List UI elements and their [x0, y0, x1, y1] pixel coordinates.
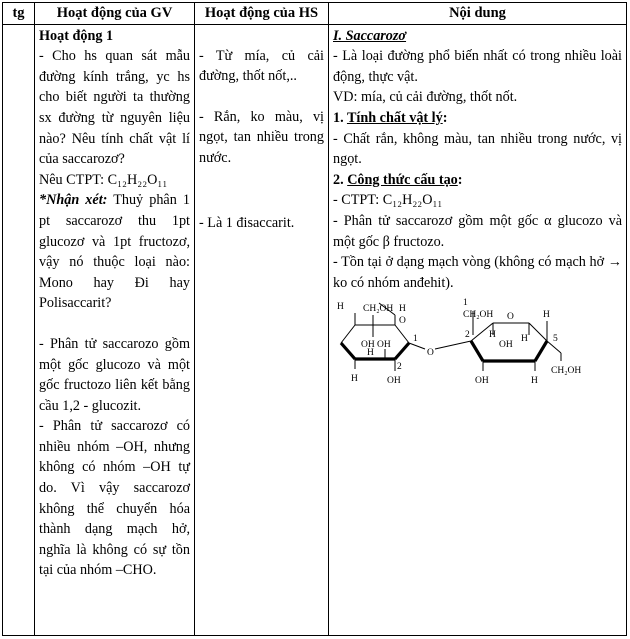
heading-colon: : — [442, 109, 448, 126]
spacer — [199, 169, 324, 191]
student-answer-2: - Rắn, ko màu, vị ngọt, tan nhiều trong nước. — [199, 108, 324, 166]
heading-text: Công thức cấu tạo — [347, 171, 458, 188]
header-row — [3, 3, 627, 25]
fructose-oh-2: OH — [475, 376, 489, 386]
lesson-plan-table — [2, 2, 627, 636]
heading-number: 1. — [333, 109, 347, 126]
glucose-c1: 1 — [413, 334, 418, 345]
content-formula: - CTPT: C₁₂H₂₂O₁₁ — [333, 192, 443, 209]
glucose-ring-o: O — [399, 316, 406, 327]
fructose-h-2: H — [521, 334, 528, 345]
cell-teacher-activity — [35, 24, 195, 635]
saccharose-structure-diagram — [333, 295, 621, 385]
glucose-ch2oh: CH₂OH — [363, 304, 394, 315]
glucose-h-2: H — [351, 374, 358, 385]
heading-structure — [333, 170, 622, 191]
header-content: Nội dung — [329, 3, 627, 25]
spacer — [199, 26, 324, 46]
glucose-h-4: H — [399, 304, 406, 315]
heading-text: Tính chất vật lý — [346, 109, 443, 126]
cell-student-activity — [195, 24, 329, 635]
fructose-h-4: H — [543, 310, 550, 321]
header-student-activity: Hoạt động của HS — [195, 3, 329, 25]
spacer — [199, 87, 324, 107]
glucose-oh-3: OH — [387, 376, 401, 386]
content-properties: - Chất rắn, không màu, tan nhiều trong nước, vị ngọt. — [333, 130, 622, 168]
student-answer-3: - Là 1 đisaccarit. — [199, 214, 295, 231]
teacher-question-1: - Cho hs quan sát mẫu đường kính trắng, yc hs cho biết người ta thường sx đường từ nguyên liệu nào? Nêu tính chất vật lí của saccarozơ? — [39, 48, 190, 168]
teacher-explanation-1: - Phân tử saccarozo gồm một gốc glucozo và một gốc fructozo liên kết bằng cầu 1,2 - glucozit. — [39, 335, 190, 414]
heading-number: 2. — [333, 171, 348, 188]
content-example: VD: mía, củ cải đường, thốt nốt. — [333, 89, 518, 106]
fructose-oh-1: OH — [499, 340, 513, 351]
teacher-note — [39, 190, 190, 314]
student-answer-1: - Từ mía, củ cải đường, thốt nốt,.. — [199, 47, 324, 85]
fructose-c1: 1 — [463, 298, 468, 309]
header-tg: tg — [3, 3, 35, 25]
heading-colon: : — [457, 171, 463, 188]
content-intro: - Là loại đường phổ biến nhất có trong nhiều loài động, thực vật. — [333, 48, 622, 85]
cell-tg — [3, 24, 35, 635]
spacer — [199, 191, 324, 213]
section-title — [333, 26, 622, 47]
heading-physical-properties — [333, 108, 622, 129]
cell-content — [329, 24, 627, 635]
fructose-c2: 2 — [465, 330, 470, 341]
fructose-ring — [471, 311, 561, 371]
content-structure: - Phân tử saccarozơ gồm một gốc α glucozo và một gốc β fructozo. — [333, 212, 622, 250]
fructose-ch2oh-2: CH₂OH — [551, 366, 582, 377]
activity-title: Hoạt động 1 — [39, 27, 114, 44]
glucose-oh-1: OH — [361, 340, 375, 351]
fructose-ch2oh-1: CH₂OH — [463, 310, 494, 321]
note-text: Thuỷ phân 1 pt saccarozơ thu 1pt glucozơ và 1pt fructozơ, vậy nó thuộc loại nào: Mono hay Đi hay Polisaccarit? — [39, 192, 190, 312]
teacher-question-2: Nêu CTPT: C₁₂H₂₂O₁₁ — [39, 171, 168, 188]
content-row — [3, 24, 627, 635]
header-teacher-activity: Hoạt động của GV — [35, 3, 195, 25]
fructose-h-3: H — [531, 376, 538, 386]
glucose-h-3: H — [367, 348, 374, 359]
glucose-c2: 2 — [397, 362, 402, 373]
fructose-c5: 5 — [553, 334, 558, 345]
fructose-ring-o: O — [507, 312, 514, 323]
spacer — [39, 314, 190, 334]
fructose-h-1: H — [489, 330, 496, 341]
note-label: *Nhận xét: — [39, 192, 108, 209]
glucose-oh-2: OH — [377, 340, 391, 351]
glycosidic-o: O — [427, 348, 434, 359]
section-heading: I. Saccarozơ — [333, 27, 407, 44]
content-ring: - Tồn tại ở dạng mạch vòng (không có mạch hở → ko có nhóm anđehit). — [333, 254, 622, 291]
glucose-h-1: H — [337, 302, 344, 313]
teacher-explanation-2: - Phân tử saccarozơ có nhiều nhóm –OH, nhưng không có nhóm –OH tự do. Vì vậy saccarozơ không thể chuyển hóa thành dạng mạch hở, nghĩa là không có sự tồn tại của nhóm –CHO. — [39, 418, 190, 579]
